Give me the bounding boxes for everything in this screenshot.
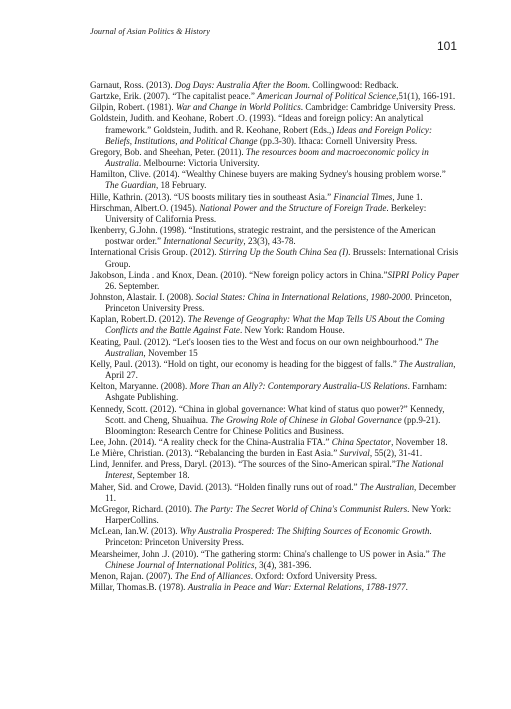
reference-entry bbox=[90, 225, 460, 247]
reference-title: Social States: China in International Relations, 1980-2000 bbox=[195, 291, 411, 302]
reference-title: SIPRI Policy Paper bbox=[387, 269, 460, 280]
reference-title: The End of Alliances bbox=[174, 570, 251, 581]
reference-text: . Princeton: Princeton University Press. bbox=[105, 526, 432, 548]
reference-text: (pp.9-21). Bloomington: Research Centre for Chinese Politics and Business. bbox=[105, 414, 441, 436]
reference-text: . New York: Random House. bbox=[239, 325, 345, 336]
page-number: 101 bbox=[436, 39, 457, 53]
reference-text: . New York: HarperCollins. bbox=[105, 503, 452, 526]
reference-entry bbox=[90, 582, 460, 593]
reference-title: National Power and the Structure of Foreign Trade bbox=[199, 202, 387, 213]
reference-title: War and Change in World Politics bbox=[175, 102, 301, 113]
reference-text: (pp.3-30). Ithaca: Cornell University Press. bbox=[257, 135, 418, 146]
reference-title: Australia in Peace and War: External Relations, 1788-1977 bbox=[187, 582, 406, 593]
reference-text: Millar, Thomas.B. (1978). bbox=[90, 582, 188, 593]
reference-text: , November 15 bbox=[143, 347, 198, 358]
reference-list bbox=[90, 80, 460, 593]
reference-entry bbox=[90, 482, 460, 504]
reference-title: International Security bbox=[163, 236, 244, 247]
reference-text: . Farnham: Ashgate Publishing. bbox=[105, 381, 447, 403]
reference-title: The Growing Role of Chinese in Global Governance bbox=[210, 414, 402, 425]
reference-entry bbox=[90, 404, 460, 437]
reference-text: Lee, John. (2014). “A reality check for the China-Australia FTA.” bbox=[90, 437, 332, 447]
reference-text: Gartzke, Erik. (2007). “The capitalist peace.” bbox=[90, 91, 258, 102]
reference-entry bbox=[90, 526, 460, 548]
reference-text: , 23(3), 43-78. bbox=[243, 236, 296, 247]
reference-text: Keating, Paul. (2012). “Let's loosen ties to the West and focus on our own neighbourhood.” bbox=[90, 336, 425, 347]
reference-text: McGregor, Richard. (2010). bbox=[90, 503, 195, 514]
reference-title: Why Australia Prospered: The Shifting Sources of Economic Growth bbox=[179, 526, 430, 537]
reference-title: The Chinese Journal of International Politics bbox=[105, 548, 446, 570]
reference-title: The Guardian bbox=[105, 180, 156, 191]
reference-entry bbox=[90, 169, 460, 191]
reference-text: , April 27. bbox=[105, 358, 456, 381]
reference-text: Maher, Sid. and Crowe, David. (2013). “Holden finally runs out of road.” bbox=[90, 481, 360, 492]
reference-entry bbox=[90, 337, 460, 359]
reference-title: The resources boom and macroeconomic policy in Australia bbox=[105, 146, 429, 169]
reference-text: ,51(1), 166-191. bbox=[396, 91, 456, 102]
reference-text: Le Mière, Christian. (2013). “Rebalancing the burden in East Asia.” bbox=[90, 448, 340, 459]
reference-text: Kaplan, Robert.D. (2012). bbox=[90, 314, 188, 325]
reference-entry bbox=[90, 113, 460, 146]
reference-text: Menon, Rajan. (2007). bbox=[90, 570, 175, 581]
reference-text: , December 11. bbox=[105, 481, 456, 503]
reference-text: Kelton, Maryanne. (2008). bbox=[90, 381, 190, 392]
reference-text: Hamilton, Clive. (2014). “Wealthy Chinese buyers are making Sydney's housing problem worse.” bbox=[90, 169, 446, 180]
reference-text: . bbox=[405, 582, 408, 593]
reference-text: Hirschman, Albert.O. (1945). bbox=[90, 202, 200, 213]
reference-text: . Melbourne: Victoria University. bbox=[138, 158, 260, 169]
reference-title: The National Interest bbox=[105, 459, 444, 481]
reference-text: Hille, Kathrin. (2013). “US boosts military ties in southeast Asia.” bbox=[90, 191, 334, 202]
reference-title: Stirring Up the South China Sea (I) bbox=[218, 247, 349, 258]
reference-text: 26. September. bbox=[105, 280, 160, 291]
reference-entry bbox=[90, 437, 460, 448]
reference-text: , 55(2), 31-41. bbox=[369, 448, 423, 459]
reference-text: Gilpin, Robert. (1981). bbox=[90, 102, 176, 113]
reference-entry bbox=[90, 448, 460, 459]
reference-entry bbox=[90, 292, 460, 314]
reference-text: Mearsheimer, John .J. (2010). “The gathering storm: China's challenge to US power in Asia.” bbox=[90, 548, 432, 559]
reference-title: China Spectator bbox=[331, 437, 392, 447]
reference-entry bbox=[90, 571, 460, 582]
reference-title: More Than an Ally?: Contemporary Australia-US Relations bbox=[189, 381, 408, 392]
reference-title: Dog Days: Australia After the Boom bbox=[174, 80, 308, 90]
reference-text: Johnston, Alastair. I. (2008). bbox=[90, 291, 196, 302]
reference-entry bbox=[90, 549, 460, 571]
reference-entry bbox=[90, 247, 460, 269]
reference-text: , September 18. bbox=[132, 470, 190, 481]
reference-entry bbox=[90, 91, 460, 102]
reference-text: . Princeton, Princeton University Press. bbox=[105, 291, 452, 314]
reference-text: Kennedy, Scott. (2012). “China in global governance: What kind of status quo power?” Kennedy, Scott. and Cheng, Shuaihua. bbox=[90, 403, 445, 425]
reference-entry bbox=[90, 102, 460, 113]
reference-text: Kelly, Paul. (2013). “Hold on tight, our economy is heading for the biggest of falls.” bbox=[90, 358, 400, 369]
reference-entry bbox=[90, 203, 460, 225]
reference-text: , June 1. bbox=[392, 191, 423, 202]
reference-entry bbox=[90, 270, 460, 292]
reference-text: . Cambridge: Cambridge University Press. bbox=[300, 102, 456, 113]
reference-entry bbox=[90, 504, 460, 526]
reference-text: Lind, Jennifer. and Press, Daryl. (2013). “The sources of the Sino-American spiral.” bbox=[90, 459, 396, 470]
reference-text: . Collingwood: Redback. bbox=[307, 80, 399, 90]
reference-entry bbox=[90, 192, 460, 203]
reference-text: , November 18. bbox=[391, 437, 448, 447]
reference-title: The Australian bbox=[399, 358, 454, 369]
reference-text: McLean, Ian.W. (2013). bbox=[90, 526, 180, 537]
reference-text: Gregory, Bob. and Sheehan, Peter. (2011). bbox=[90, 146, 246, 157]
reference-text: Jakobson, Linda . and Knox, Dean. (2010). “New foreign policy actors in China.” bbox=[90, 269, 388, 280]
reference-text: , 3(4), 381-396. bbox=[254, 559, 312, 570]
reference-title: Financial Times bbox=[333, 191, 393, 202]
reference-text: Garnaut, Ross. (2013). bbox=[90, 80, 175, 90]
reference-text: . Oxford: Oxford University Press. bbox=[250, 570, 378, 581]
reference-title: The Revenge of Geography: What the Map Tells US About the Coming Conflicts and the Battle Against Fate bbox=[105, 314, 445, 336]
reference-title: The Australian bbox=[359, 481, 415, 492]
reference-entry bbox=[90, 147, 460, 169]
reference-text: . Berkeley: University of California Press. bbox=[105, 202, 427, 224]
reference-title: The Party: The Secret World of China's Communist Rulers bbox=[194, 503, 408, 514]
reference-text: Goldstein, Judith. and Keohane, Robert .O. (1993). “Ideas and foreign policy: An analytical framework.” Goldstein, Judith. and R. Keohane, Robert (Eds.,) bbox=[90, 113, 424, 135]
reference-text: , 18 February. bbox=[155, 180, 207, 191]
reference-text: Ikenberry, G.John. (1998). “Institutions, strategic restraint, and the persistence of the American postwar order.” bbox=[90, 225, 436, 247]
reference-text: International Crisis Group. (2012). bbox=[90, 247, 219, 258]
reference-title: Ideas and Foreign Policy: Beliefs, Institutions, and Political Change bbox=[105, 124, 432, 146]
reference-title: Survival bbox=[339, 448, 370, 459]
journal-title: Journal of Asian Politics & History bbox=[90, 27, 211, 36]
reference-title: The Australian bbox=[105, 336, 439, 358]
reference-entry bbox=[90, 80, 460, 91]
reference-entry bbox=[90, 459, 460, 481]
reference-entry bbox=[90, 381, 460, 403]
reference-entry bbox=[90, 314, 460, 336]
reference-title: American Journal of Political Science bbox=[257, 91, 397, 102]
reference-entry bbox=[90, 359, 460, 381]
reference-text: . Brussels: International Crisis Group. bbox=[105, 247, 459, 269]
